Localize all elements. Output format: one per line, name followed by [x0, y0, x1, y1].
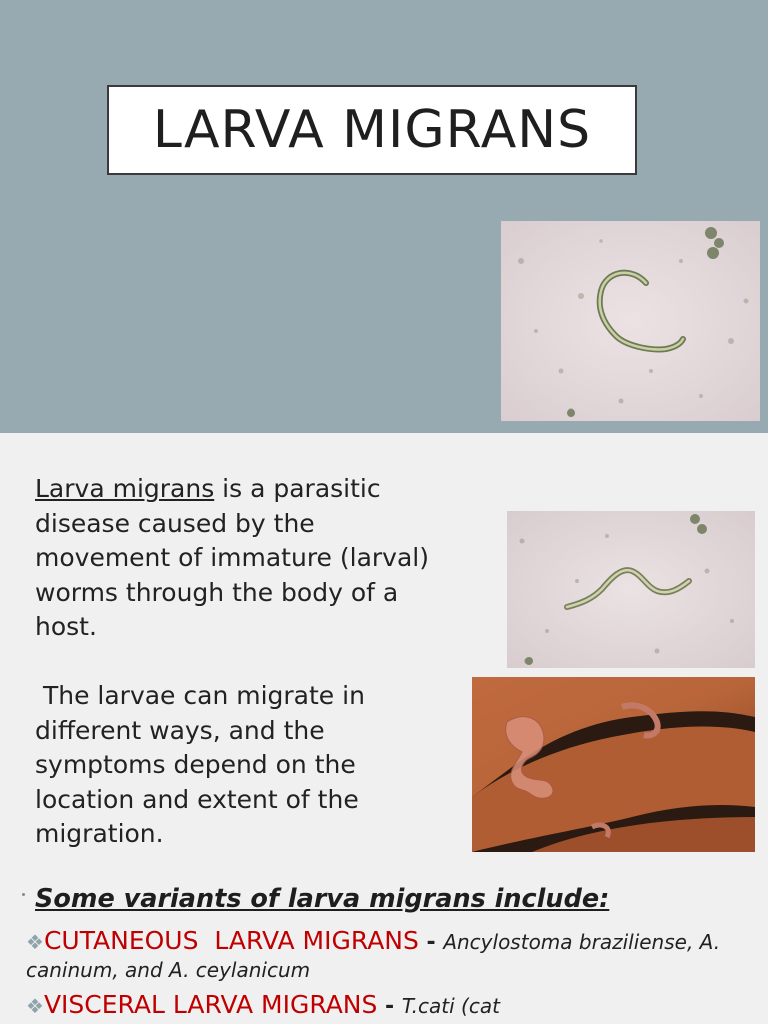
- variant-description: T.cati (cat: [401, 994, 500, 1018]
- top-larva-photo: [501, 221, 760, 421]
- skin-lesion-photo: [472, 677, 755, 852]
- larva-migrans-term: Larva migrans: [35, 474, 215, 503]
- definition-paragraph: [35, 472, 455, 645]
- migration-paragraph: The larvae can migrate in different ways, and the symptoms depend on the location and extent of the migration.: [35, 681, 373, 848]
- variant-item: [26, 926, 746, 984]
- diamond-bullet-icon: ❖: [26, 930, 44, 954]
- diamond-bullet-icon: ❖: [26, 994, 44, 1018]
- variant-description: Ancylostoma braziliense, A. caninum, and A. ceylanicum: [26, 930, 721, 982]
- variant-name: CUTANEOUS LARVA MIGRANS: [43, 926, 419, 955]
- definition-text: is a parasitic disease caused by the movement of immature (larval) worms through the body of a host.: [35, 474, 429, 641]
- variant-name: VISCERAL LARVA MIGRANS: [43, 990, 378, 1019]
- bullet-dot-icon: [22, 893, 25, 896]
- variant-item: [26, 990, 746, 1020]
- title-box: [107, 85, 637, 175]
- variants-heading-text: Some variants of larva migrans include:: [35, 884, 610, 914]
- variants-heading: [22, 884, 762, 914]
- middle-larva-photo: [507, 511, 755, 668]
- variant-dash: -: [377, 994, 402, 1019]
- variant-dash: -: [418, 930, 444, 955]
- slide-title: LARVA MIGRANS: [152, 100, 592, 160]
